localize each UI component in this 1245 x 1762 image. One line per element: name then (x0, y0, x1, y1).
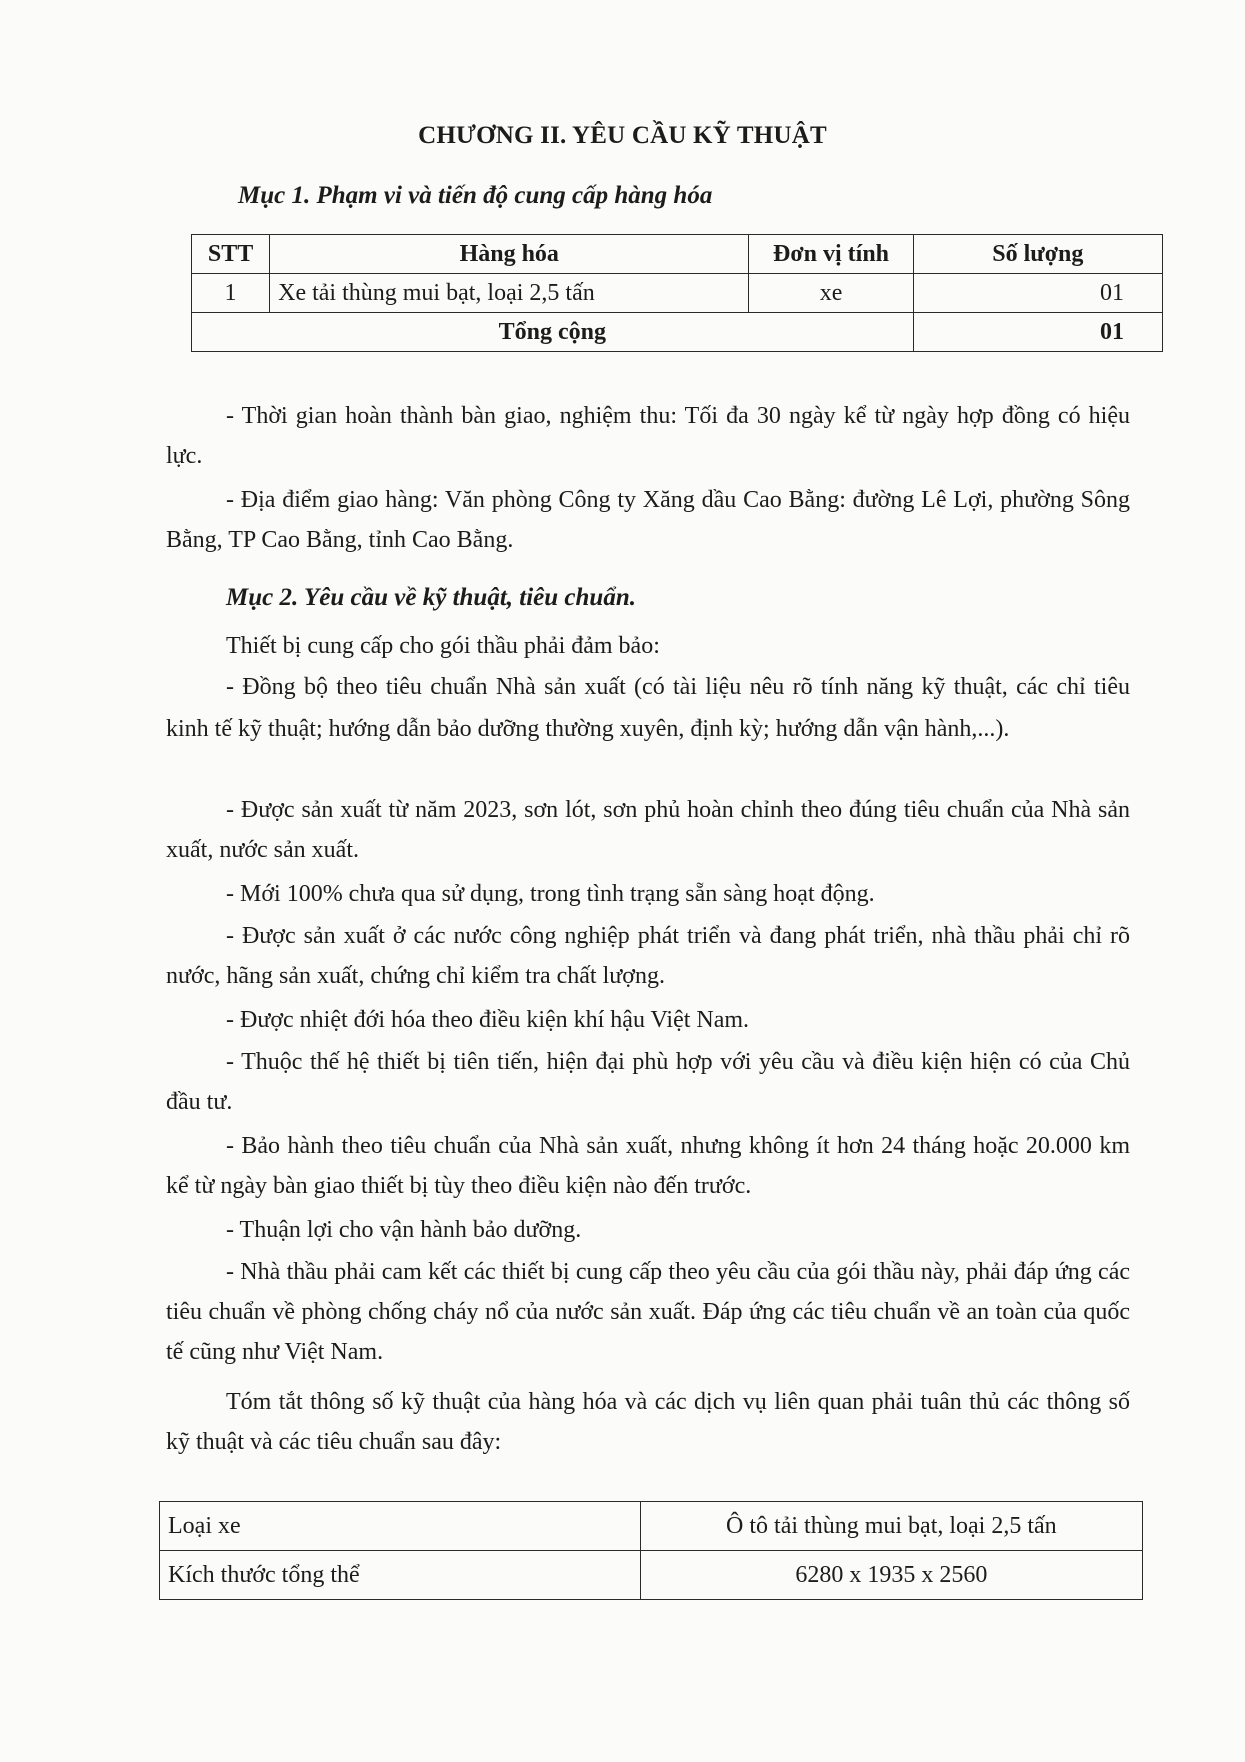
header-goods: Hàng hóa (270, 235, 749, 274)
table-row (160, 1502, 1143, 1551)
spec-value: Ô tô tải thùng mui bạt, loại 2,5 tấn (640, 1502, 1142, 1551)
requirement-item: - Bảo hành theo tiêu chuẩn của Nhà sản xuất, nhưng không ít hơn 24 tháng hoặc 20.000 km kể từ ngày bàn giao thiết bị tùy theo điều kiện nào đến trước. (166, 1133, 1130, 1199)
requirement-item: - Được sản xuất từ năm 2023, sơn lót, sơn phủ hoàn chỉnh theo đúng tiêu chuẩn của Nhà sản xuất, nước sản xuất. (166, 797, 1130, 863)
requirement-item: - Được sản xuất ở các nước công nghiệp phát triển và đang phát triển, nhà thầu phải chỉ rõ nước, hãng sản xuất, chứng chỉ kiểm tra chất lượng. (166, 923, 1130, 989)
table-row (192, 274, 1163, 313)
spec-key: Loại xe (160, 1502, 641, 1551)
section-1-heading: Mục 1. Phạm vi và tiến độ cung cấp hàng hóa (238, 182, 713, 209)
cell-stt: 1 (192, 274, 270, 313)
scope-table (191, 234, 1163, 352)
requirement-item: - Mới 100% chưa qua sử dụng, trong tình trạng sẵn sàng hoạt động. (226, 881, 875, 907)
chapter-title: CHƯƠNG II. YÊU CẦU KỸ THUẬT (418, 122, 827, 149)
spec-value: 6280 x 1935 x 2560 (640, 1551, 1142, 1600)
requirements-intro: Thiết bị cung cấp cho gói thầu phải đảm bảo: (226, 633, 660, 659)
cell-quantity: 01 (913, 274, 1162, 313)
completion-time-paragraph: - Thời gian hoàn thành bàn giao, nghiệm thu: Tối đa 30 ngày kể từ ngày hợp đồng có hiệu lực. (166, 403, 1130, 469)
requirement-item: - Thuận lợi cho vận hành bảo dưỡng. (226, 1217, 582, 1243)
section-2-heading: Mục 2. Yêu cầu về kỹ thuật, tiêu chuẩn. (226, 584, 636, 611)
table-total-row (192, 313, 1163, 352)
total-value: 01 (913, 313, 1162, 352)
delivery-location-paragraph: - Địa điểm giao hàng: Văn phòng Công ty Xăng dầu Cao Bằng: đường Lê Lợi, phường Sông Bằng, TP Cao Bằng, tỉnh Cao Bằng. (166, 487, 1130, 553)
requirement-item: - Được nhiệt đới hóa theo điều kiện khí hậu Việt Nam. (226, 1007, 750, 1033)
requirement-item: - Đồng bộ theo tiêu chuẩn Nhà sản xuất (có tài liệu nêu rõ tính năng kỹ thuật, các chỉ tiêu kinh tế kỹ thuật; hướng dẫn bảo dưỡng thường xuyên, định kỳ; hướng dẫn vận hành,...). (166, 674, 1130, 742)
spec-table (159, 1501, 1143, 1600)
requirement-item: - Nhà thầu phải cam kết các thiết bị cung cấp theo yêu cầu của gói thầu này, phải đáp ứng các tiêu chuẩn về phòng chống cháy nổ của nước sản xuất. Đáp ứng các tiêu chuẩn về an toàn của quốc tế cũng như Việt Nam. (166, 1259, 1130, 1365)
total-label: Tổng cộng (192, 313, 914, 352)
table-header-row (192, 235, 1163, 274)
cell-goods: Xe tải thùng mui bạt, loại 2,5 tấn (270, 274, 749, 313)
header-unit: Đơn vị tính (749, 235, 913, 274)
requirement-item: - Thuộc thế hệ thiết bị tiên tiến, hiện đại phù hợp với yêu cầu và điều kiện hiện có của Chủ đầu tư. (166, 1049, 1130, 1115)
header-quantity: Số lượng (913, 235, 1162, 274)
table-row (160, 1551, 1143, 1600)
spec-key: Kích thước tổng thể (160, 1551, 641, 1600)
header-stt: STT (192, 235, 270, 274)
cell-unit: xe (749, 274, 913, 313)
spec-summary-paragraph: Tóm tắt thông số kỹ thuật của hàng hóa và các dịch vụ liên quan phải tuân thủ các thông số kỹ thuật và các tiêu chuẩn sau đây: (166, 1389, 1130, 1455)
